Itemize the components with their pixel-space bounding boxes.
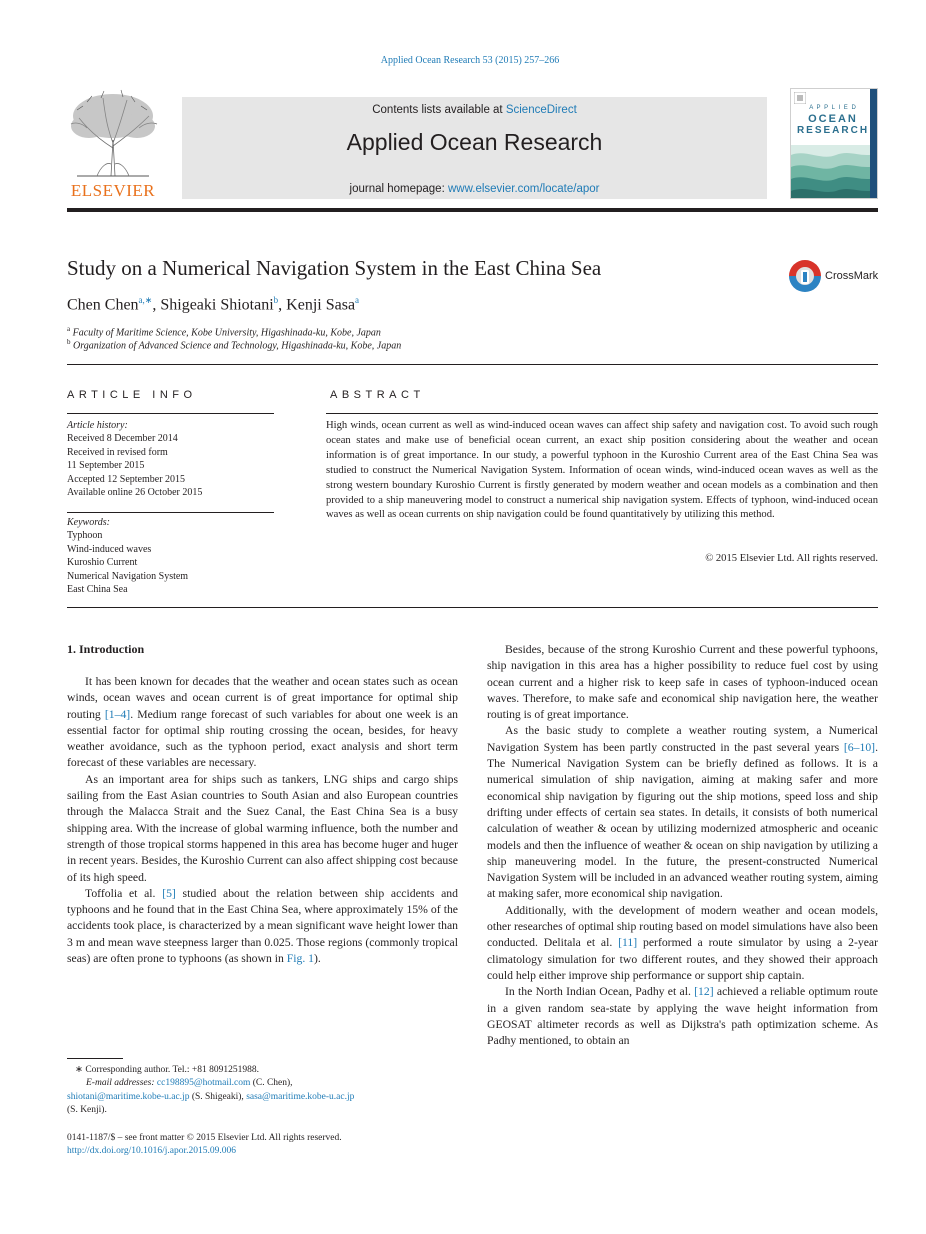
author-name: Chen Chen [67, 296, 139, 314]
history-item: Received 8 December 2014 [67, 433, 178, 445]
masthead-title-box [182, 97, 767, 199]
paragraph [487, 903, 878, 984]
journal-reference[interactable]: Applied Ocean Research 53 (2015) 257–266 [380, 55, 560, 66]
abstract-rule [326, 413, 878, 414]
affiliation-marker: b [67, 338, 71, 346]
body-divider [67, 607, 878, 608]
text-run: As the basic study to complete a weather routing system, a Numerical Navigation System has been partly constructed in the past several years [487, 724, 878, 754]
author-marker[interactable]: a [355, 295, 360, 305]
cover-line-2: OCEAN [808, 113, 858, 125]
text-run: performed a route simulator by using a 2-year climatology simulation for two different routes, and they showed their approach could help either improve ship performance or support ship captain. [487, 936, 879, 982]
cover-spine-stripe [870, 89, 877, 199]
journal-title: Applied Ocean Research [346, 129, 603, 155]
left-column [67, 674, 458, 967]
keywords-label: Keywords: [67, 517, 110, 528]
affiliation-b [67, 338, 401, 351]
email-link[interactable]: cc198895@hotmail.com [156, 1078, 251, 1089]
homepage-line [182, 183, 767, 195]
text-run: It has been known for decades that the weather and ocean states such as ocean winds, ocean waves and ocean current is of great importance for optimal ship routing [67, 675, 458, 721]
corresponding-author: ∗ Corresponding author. Tel.: +81 8091251988. [75, 1065, 259, 1075]
issn-line: 0141-1187/$ – see front matter © 2015 Elsevier Ltd. All rights reserved. [67, 1133, 342, 1143]
paragraph [67, 886, 458, 967]
section-heading-introduction: 1. Introduction [67, 642, 145, 656]
abstract-copyright: © 2015 Elsevier Ltd. All rights reserved. [705, 553, 878, 564]
paragraph: Besides, because of the strong Kuroshio Current and these powerful typhoons, ship navigation in this area has a higher possibility to reduce fuel cost by using ocean current and a higher risk to keep safe in cases of typhoon-induced ocean waves. Therefore, to make safe and economical ship navigation here, the weather routing is of great importance. [487, 643, 878, 722]
text-run: Additionally, with the development of modern weather and ocean models, other researches of optimal ship routing based on model simulations have also been conducted. Delitala et al. [487, 903, 878, 950]
paragraph [487, 984, 878, 1049]
cover-line-1: A P P L I E D [809, 105, 857, 111]
contents-line [182, 104, 767, 116]
affiliation-text: Organization of Advanced Science and Technology, Higashinada-ku, Kobe, Japan [73, 340, 402, 352]
journal-masthead [67, 88, 878, 199]
footnote-rule [67, 1058, 123, 1059]
affiliation-marker: a [67, 325, 71, 333]
keyword-item: Kuroshio Current [67, 557, 138, 569]
article-title: Study on a Numerical Navigation System in the East China Sea [67, 256, 602, 280]
author-marker[interactable]: b [273, 295, 279, 305]
sciencedirect-link[interactable]: ScienceDirect [505, 104, 577, 116]
header-divider [67, 364, 878, 365]
history-item: Available online 26 October 2015 [67, 487, 203, 499]
crossmark-icon [788, 258, 822, 294]
affiliation-text: Faculty of Maritime Science, Kobe University, Higashinada-ku, Kobe, Japan [72, 327, 381, 339]
text-run: . The Numerical Navigation System can be briefly defined as follows. It is a numerical simulation of ship navigation, aiming at making safer and more economical ship navigation by figuring out the ship motions, speed loss and ship drifting under effects of certain sea states. In details, it consists of both numerical calculation of weather & ocean by utilizing modernized atmospheric and oceanic models and then the influence of weather & ocean on ship navigation by utilizing a ship maneuvering model. In the future, the present-constructed Numerical Navigation System will be included in an advanced weather routing system, aiming at making safer, more economical ship navigation. [487, 740, 878, 901]
citation-link[interactable]: [12] [694, 985, 714, 999]
email-link[interactable]: shiotani@maritime.kobe-u.ac.jp [67, 1091, 190, 1102]
author-separator: , [152, 296, 161, 314]
paragraph [67, 674, 458, 772]
contents-prefix: Contents lists available at [372, 104, 506, 116]
journal-cover-thumbnail [790, 88, 878, 199]
doi-link[interactable]: http://dx.doi.org/10.1016/j.apor.2015.09.006 [67, 1146, 236, 1156]
text-run: In the North Indian Ocean, Padhy et al. [505, 985, 695, 999]
text-run: . Medium range forecast of such variables for about one week is an essential factor for optimal ship routing crossing the ocean, besides, for heavy weather avoidance, such as the typhoon period, exact analysis and short term forecast of these variables are necessary. [67, 707, 459, 770]
info-rule [67, 413, 274, 414]
crossmark-badge[interactable] [788, 258, 878, 294]
text-run: Toffolia et al. [85, 886, 163, 900]
abstract-heading: ABSTRACT [330, 389, 425, 401]
citation-link[interactable]: [6–10] [843, 740, 876, 754]
email-owner: (S. Kenji). [67, 1105, 107, 1116]
history-label: Article history: [67, 420, 128, 431]
cover-emblem-icon [794, 92, 806, 104]
citation-link[interactable]: [1–4] [104, 707, 131, 721]
email-line [67, 1077, 354, 1090]
citation-link[interactable]: [11] [618, 936, 638, 950]
history-item: Received in revised form [67, 446, 168, 458]
masthead-rule [67, 208, 878, 212]
text-run: achieved a reliable optimum route in a given random sea-state by applying the wave height information from GEOSAT altimeter records as well as Dijkstra's path optimization scheme. As Padhy mentioned, to obtain an [487, 985, 878, 1048]
history-item: 11 September 2015 [67, 460, 145, 472]
paragraph: As an important area for ships such as tankers, LNG ships and cargo ships sailing from the East Asian countries to South Asian and also European countries through the Malacca Strait and the Suez Canal, the East China Sea is a busy shipping area. With the increase of global warming influence, both the number and strength of those tropical storms happened in this area has become huger and huger in recent years. Besides, the Kuroshio Current can also affect shipping cost because of its high speed. [67, 772, 458, 884]
homepage-link[interactable]: www.elsevier.com/locate/apor [447, 183, 600, 195]
author-name: Shigeaki Shiotani [160, 296, 274, 314]
text-run: studied about the relation between ship accidents and typhoons and he found that in the East China Sea, where approximately 15% of the accidents took place, is characterized by a mean significant wave height lower than 3 m and mean wave steepness larger than 0.025. Those regions (commonly tropical seas) are often prone to typhoons (as shown in [67, 886, 458, 966]
keyword-item: Wind-induced waves [67, 543, 152, 555]
article-history [67, 419, 274, 499]
abstract-text: High winds, ocean current as well as wind-induced ocean waves can affect ship safety and navigation cost. To avoid such rough ocean states and make use of beneficial ocean current, an exact ship position considering about the weather and ocean information is of great importance. In our study, a powerful typhoon in the Kuroshio Current area of the East China Sea was studied to construct the Numerical Navigation System. Information of ocean winds, wind-induced ocean waves as well as the strong western boundary Kuroshio Current is firstly generated by modern weather and ocean models as a combination and then provided to a ship maneuvering model to construct a numerical ship navigation system. Effects of typhoon, wind-induced ocean waves as well as ocean currents on ship navigation could be found quantitatively by utilizing this method. [326, 420, 878, 521]
footnote-block [67, 1064, 354, 1118]
author-marker[interactable]: a,∗ [138, 295, 153, 305]
email-owner: (C. Chen), [250, 1078, 293, 1089]
author-list [67, 295, 359, 314]
email-label: E-mail addresses: [86, 1078, 157, 1089]
author-separator: , [278, 296, 287, 314]
figure-link[interactable]: Fig. 1 [286, 952, 315, 966]
keyword-item: Typhoon [67, 530, 103, 542]
crossmark-label: CrossMark [825, 270, 879, 282]
author-name: Kenji Sasa [286, 296, 356, 314]
keyword-item: East China Sea [67, 584, 128, 596]
keywords [67, 516, 274, 596]
affiliation-a [67, 325, 381, 338]
citation-link[interactable]: [5] [162, 886, 176, 900]
email-link[interactable]: sasa@maritime.kobe-u.ac.jp [246, 1091, 355, 1102]
cover-wave-art [791, 145, 878, 199]
publisher-wordmark: ELSEVIER [70, 181, 156, 200]
email-line [67, 1091, 354, 1104]
cover-line-3: RESEARCH [796, 125, 870, 136]
homepage-prefix: journal homepage: [349, 183, 448, 195]
email-owner: (S. Shigeaki), [189, 1091, 247, 1102]
text-run: ). [314, 952, 321, 966]
article-info-heading: ARTICLE INFO [67, 389, 197, 401]
keyword-item: Numerical Navigation System [67, 570, 189, 582]
keywords-rule [67, 512, 274, 513]
right-column [487, 642, 878, 1049]
paragraph [487, 723, 878, 902]
history-item: Accepted 12 September 2015 [67, 473, 186, 485]
